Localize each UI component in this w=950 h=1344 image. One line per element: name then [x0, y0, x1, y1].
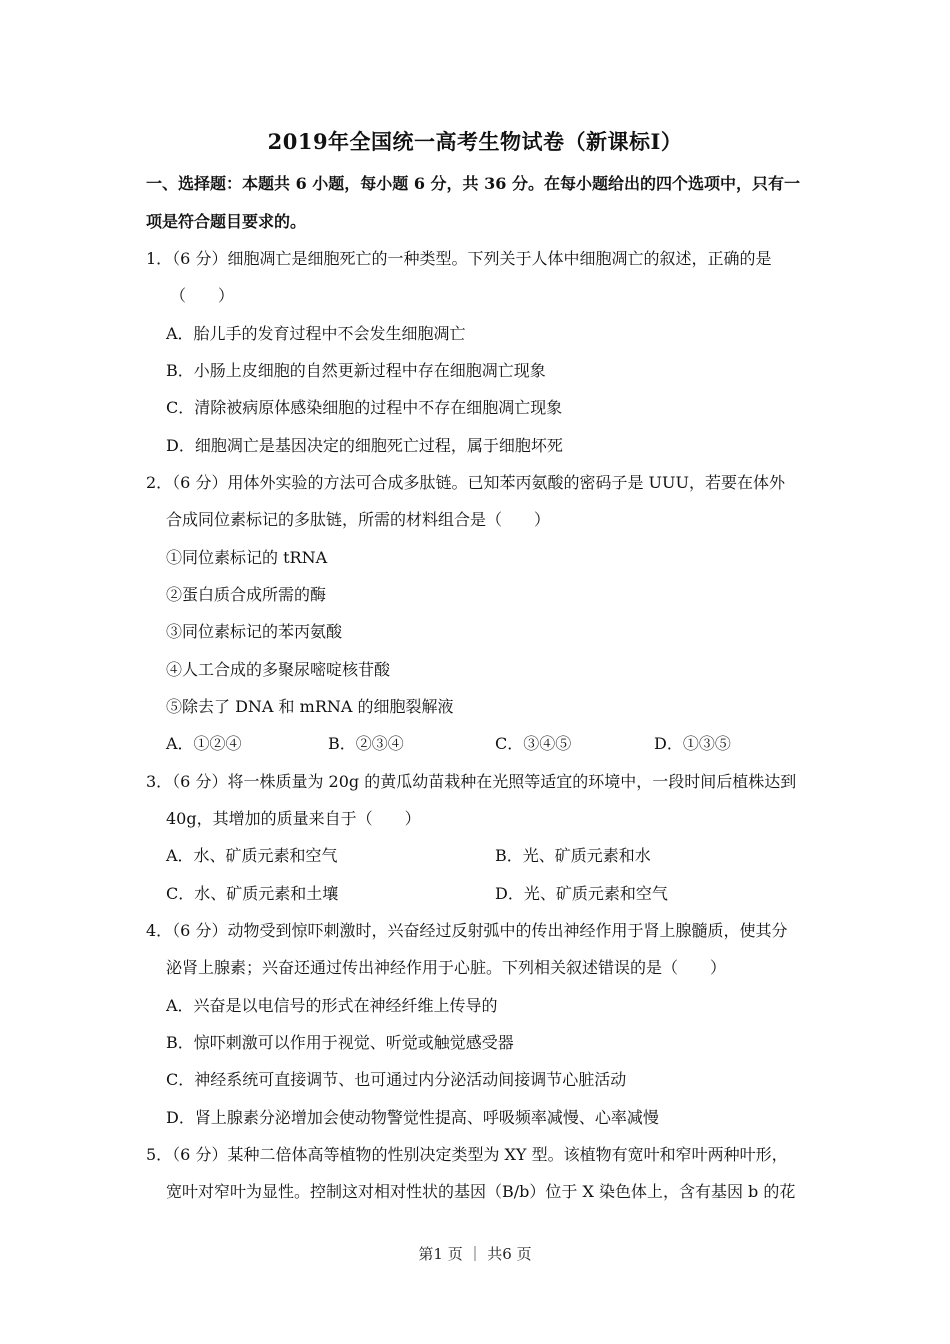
q1-stem-cont: （ ） — [170, 286, 235, 305]
q2-option-b: B．②③④ — [328, 734, 404, 753]
q1-option-d: D．细胞凋亡是基因决定的细胞死亡过程，属于细胞坏死 — [166, 436, 563, 455]
q2-item-3: ③同位素标记的苯丙氨酸 — [166, 622, 343, 641]
q4-stem: 4．（6 分）动物受到惊吓刺激时，兴奋经过反射弧中的传出神经作用于肾上腺髓质，使其分 — [146, 921, 788, 940]
q3-option-d: D．光、矿质元素和空气 — [495, 884, 668, 903]
q2-item-1: ①同位素标记的 tRNA — [166, 548, 328, 567]
page-title: 2019年全国统一高考生物试卷（新课标Ⅰ） — [267, 129, 683, 154]
page-footer: 第1 页 ｜ 共6 页 — [418, 1245, 532, 1263]
q3-option-c: C．水、矿质元素和土壤 — [166, 884, 339, 903]
q2-option-c: C．③④⑤ — [495, 734, 572, 753]
q3-option-a: A．水、矿质元素和空气 — [166, 846, 338, 865]
q4-option-d: D．肾上腺素分泌增加会使动物警觉性提高、呼吸频率减慢、心率减慢 — [166, 1108, 659, 1127]
q4-option-a: A．兴奋是以电信号的形式在神经纤维上传导的 — [166, 996, 498, 1015]
q4-option-c: C．神经系统可直接调节、也可通过内分泌活动间接调节心脏活动 — [166, 1070, 627, 1089]
q2-item-4: ④人工合成的多聚尿嘧啶核苷酸 — [166, 660, 391, 679]
q5-stem: 5．（6 分）某种二倍体高等植物的性别决定类型为 XY 型。该植物有宽叶和窄叶两种叶形， — [146, 1145, 788, 1164]
q2-option-d: D．①③⑤ — [654, 734, 731, 753]
q3-stem: 3．（6 分）将一株质量为 20g 的黄瓜幼苗栽种在光照等适宜的环境中，一段时间后植株达到 — [146, 772, 797, 791]
q2-stem: 2．（6 分）用体外实验的方法可合成多肽链。已知苯丙氨酸的密码子是 UUU，若要在体外 — [146, 473, 785, 492]
q3-stem-cont: 40g，其增加的质量来自于（ ） — [166, 809, 421, 828]
q4-stem-cont: 泌肾上腺素；兴奋还通过传出神经作用于心脏。下列相关叙述错误的是（ ） — [166, 958, 727, 977]
q4-option-b: B．惊吓刺激可以作用于视觉、听觉或触觉感受器 — [166, 1033, 514, 1052]
q1-option-a: A．胎儿手的发育过程中不会发生细胞凋亡 — [166, 324, 466, 343]
q1-stem: 1．（6 分）细胞凋亡是细胞死亡的一种类型。下列关于人体中细胞凋亡的叙述，正确的是 — [146, 249, 772, 268]
q3-option-b: B．光、矿质元素和水 — [495, 846, 651, 865]
q2-stem-cont: 合成同位素标记的多肽链，所需的材料组合是（ ） — [166, 510, 551, 529]
q2-item-2: ②蛋白质合成所需的酶 — [166, 585, 327, 604]
section-heading: 一、选择题：本题共 6 小题，每小题 6 分，共 36 分。在每小题给出的四个选项中，只有一 — [146, 174, 800, 193]
q5-stem-cont: 宽叶对窄叶为显性。控制这对相对性状的基因（B/b）位于 X 染色体上，含有基因 b 的花 — [166, 1182, 796, 1201]
q2-item-5: ⑤除去了 DNA 和 mRNA 的细胞裂解液 — [166, 697, 454, 716]
q1-option-b: B．小肠上皮细胞的自然更新过程中存在细胞凋亡现象 — [166, 361, 546, 380]
q1-option-c: C．清除被病原体感染细胞的过程中不存在细胞凋亡现象 — [166, 398, 563, 417]
section-heading-cont: 项是符合题目要求的。 — [146, 212, 307, 231]
q2-option-a: A．①②④ — [166, 734, 242, 753]
